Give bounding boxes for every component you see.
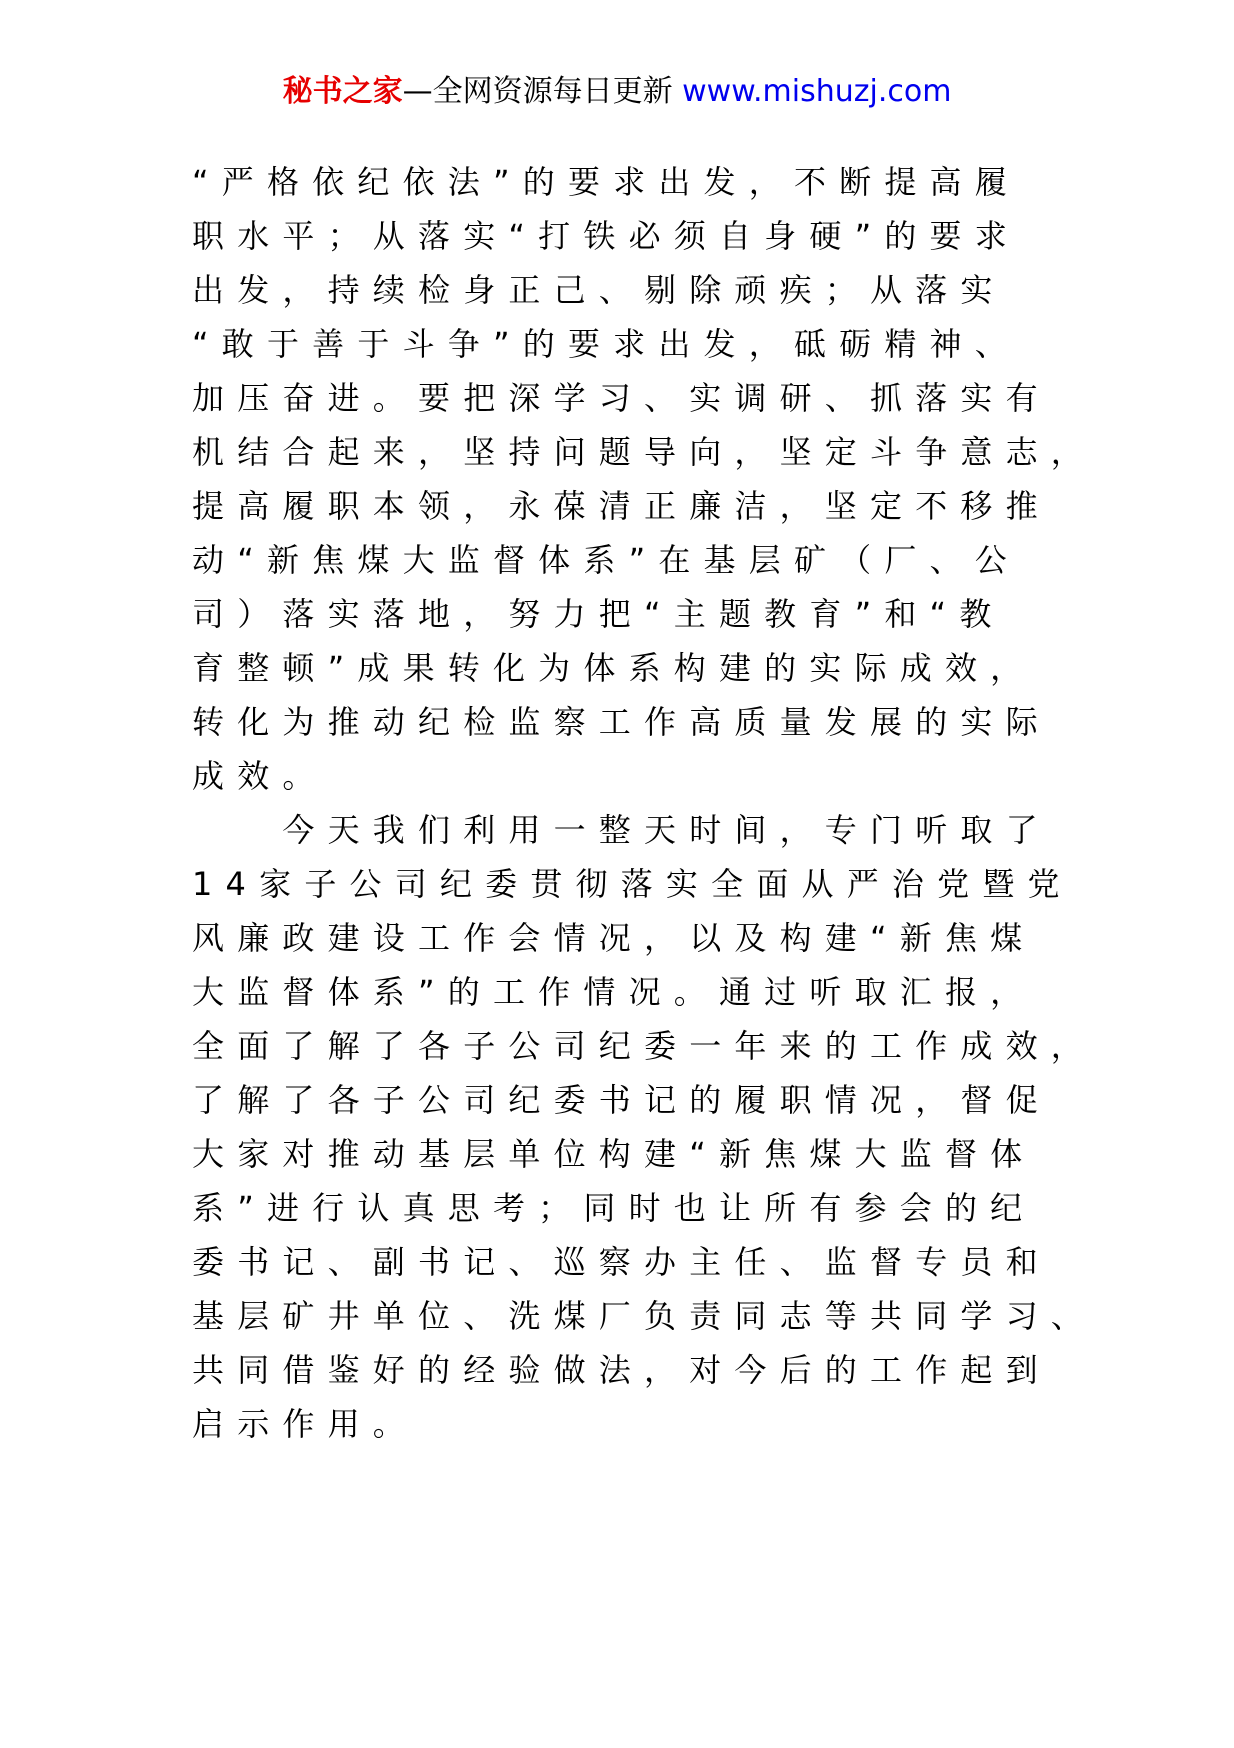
text-line: 育整顿”成果转化为体系构建的实际成效，	[192, 649, 1036, 687]
site-url[interactable]: www.mishuzj.com	[682, 74, 952, 109]
text-line: 职水平；从落实“打铁必须自身硬”的要求	[192, 217, 1020, 255]
text-line: 转化为推动纪检监察工作高质量发展的实际	[192, 703, 1051, 741]
text-line: 全面了解了各子公司纪委一年来的工作成效，	[192, 1027, 1097, 1065]
text-line: 了解了各子公司纪委书记的履职情况，督促	[192, 1081, 1051, 1119]
text-line: 启示作用。	[192, 1405, 419, 1443]
text-line: 14家子公司纪委贯彻落实全面从严治党暨党	[192, 865, 1073, 903]
text-line: 机结合起来，坚持问题导向，坚定斗争意志，	[192, 433, 1097, 471]
text-line: 司）落实落地，努力把“主题教育”和“教	[192, 595, 1005, 633]
site-watermark-header	[0, 72, 1234, 112]
text-line: 大监督体系”的工作情况。通过听取汇报，	[192, 973, 1036, 1011]
text-line: 共同借鉴好的经验做法，对今后的工作起到	[192, 1351, 1051, 1389]
text-line: 动“新焦煤大监督体系”在基层矿（厂、公	[192, 541, 1020, 579]
text-line: 大家对推动基层单位构建“新焦煤大监督体	[192, 1135, 1036, 1173]
text-line: 风廉政建设工作会情况，以及构建“新焦煤	[192, 919, 1036, 957]
text-line: “严格依纪依法”的要求出发，不断提高履	[192, 163, 1020, 201]
site-tagline: —全网资源每日更新	[402, 74, 683, 109]
text-line: 今天我们利用一整天时间，专门听取了	[192, 811, 1051, 849]
site-brand: 秘书之家	[282, 74, 403, 109]
text-line: 成效。	[192, 757, 328, 795]
text-line: 出发，持续检身正己、剔除顽疾；从落实	[192, 271, 1006, 309]
text-line: 委书记、副书记、巡察办主任、监督专员和	[192, 1243, 1051, 1281]
text-line: 系”进行认真思考；同时也让所有参会的纪	[192, 1189, 1036, 1227]
text-line: 加压奋进。要把深学习、实调研、抓落实有	[192, 379, 1051, 417]
text-line: 提高履职本领，永葆清正廉洁，坚定不移推	[192, 487, 1051, 525]
text-line: 基层矿井单位、洗煤厂负责同志等共同学习、	[192, 1297, 1097, 1335]
text-line: “敢于善于斗争”的要求出发，砥砺精神、	[192, 325, 1020, 363]
